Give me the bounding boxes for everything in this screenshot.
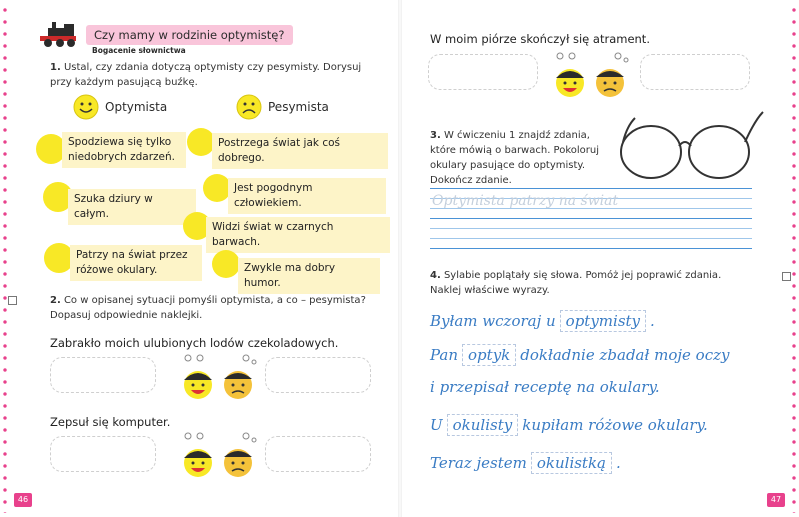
sentence-text: Teraz jestem: [430, 454, 527, 472]
sentence-label: Szuka dziury w całym.: [68, 189, 196, 225]
writing-line: [430, 238, 752, 239]
optimist-pessimist-faces-icon: [176, 352, 266, 404]
exercise-4-number: 4.: [430, 270, 441, 281]
smiley-face-icon: [73, 94, 99, 120]
sentence-text: Byłam wczoraj u: [430, 312, 556, 330]
right-dotted-border: [792, 4, 796, 513]
sentence-line: [430, 344, 729, 366]
sentence-text: .: [616, 454, 621, 472]
exercise-1-number: 1.: [50, 62, 61, 73]
sad-face-icon: [236, 94, 262, 120]
left-dotted-border: [3, 4, 7, 513]
word-sticker-box[interactable]: optymisty: [560, 310, 646, 332]
exercise-2-number: 2.: [50, 295, 61, 306]
situation-3-text: W moim piórze skończył się atrament.: [430, 32, 650, 46]
exercise-4-text: Sylabie poplątały się słowa. Pomóż jej poprawić zdania. Naklej właściwe wyrazy.: [430, 270, 722, 296]
situation-1-text: Zabrakło moich ulubionych lodów czekoladowych.: [50, 336, 339, 350]
answer-dot[interactable]: [187, 128, 215, 156]
sentence-line: [430, 414, 708, 436]
trace-text: Optymista patrzy na świat: [432, 193, 619, 209]
sentence-text: kupiłam różowe okulary.: [522, 416, 708, 434]
left-margin-mark: [8, 296, 17, 305]
writing-line: [430, 228, 752, 229]
sentence-line: [430, 378, 660, 396]
legend-pessimist-label: Pesymista: [268, 100, 329, 114]
optimist-pessimist-faces-icon: [176, 430, 266, 482]
left-page: [0, 0, 398, 517]
right-margin-mark: [782, 272, 791, 281]
exercise-4-instructions: [430, 268, 730, 298]
lesson-subtitle: Bogacenie słownictwa: [92, 46, 186, 55]
sentence-line: [430, 310, 655, 332]
sentence-label: Zwykle ma dobry humor.: [238, 258, 380, 294]
page-number-right: 47: [767, 493, 785, 507]
exercise-3-number: 3.: [430, 130, 441, 141]
sentence-label: Patrzy na świat przez różowe okulary.: [70, 245, 202, 281]
word-sticker-box[interactable]: okulisty: [447, 414, 519, 436]
sticker-slot-pessimist[interactable]: [640, 54, 750, 90]
legend-optimist-label: Optymista: [105, 100, 168, 114]
writing-line[interactable]: [430, 248, 752, 249]
train-icon: [38, 22, 82, 48]
page-number-left: 46: [14, 493, 32, 507]
sticker-slot-optimist[interactable]: [50, 436, 156, 472]
sticker-slot-pessimist[interactable]: [265, 436, 371, 472]
sentence-label: Postrzega świat jak coś dobrego.: [212, 133, 388, 169]
sentence-text: dokładnie zbadał moje oczy: [520, 346, 730, 364]
sentence-text: U: [430, 416, 443, 434]
sticker-slot-pessimist[interactable]: [265, 357, 371, 393]
answer-dot[interactable]: [203, 174, 231, 202]
sentence-line: [430, 452, 621, 474]
sticker-slot-optimist[interactable]: [50, 357, 156, 393]
sentence-label: Spodziewa się tylko niedobrych zdarzeń.: [62, 132, 186, 168]
sentence-text: .: [650, 312, 655, 330]
glasses-icon[interactable]: [615, 106, 765, 184]
situation-2-text: Zepsuł się komputer.: [50, 415, 171, 429]
optimist-pessimist-faces-icon: [548, 50, 638, 102]
exercise-1-instructions: [50, 60, 370, 90]
sentence-label: Widzi świat w czarnych barwach.: [206, 217, 390, 253]
sentence-text: Pan: [430, 346, 459, 364]
exercise-2-text: Co w opisanej sytuacji pomyśli optymista, a co – pesymista? Dopasuj odpowiednie naklejki.: [50, 295, 366, 321]
answer-dot[interactable]: [212, 250, 240, 278]
sticker-slot-optimist[interactable]: [428, 54, 538, 90]
exercise-2-instructions: [50, 293, 370, 323]
exercise-3-instructions: [430, 128, 616, 188]
writing-line: [430, 188, 752, 189]
sentence-text: i przepisał receptę na okulary.: [430, 378, 660, 396]
word-sticker-box[interactable]: optyk: [462, 344, 516, 366]
word-sticker-box[interactable]: okulistką: [531, 452, 612, 474]
exercise-3-text: W ćwiczeniu 1 znajdź zdania, które mówią o barwach. Pokoloruj okulary pasujące do optymisty. Dokończ zdanie.: [430, 130, 600, 186]
lesson-title: Czy mamy w rodzinie optymistę?: [86, 25, 293, 45]
sentence-label: Jest pogodnym człowiekiem.: [228, 178, 386, 214]
exercise-1-text: Ustal, czy zdania dotyczą optymisty czy pesymisty. Dorysuj przy każdym pasującą buźkę.: [50, 62, 362, 88]
writing-line[interactable]: [430, 218, 752, 219]
